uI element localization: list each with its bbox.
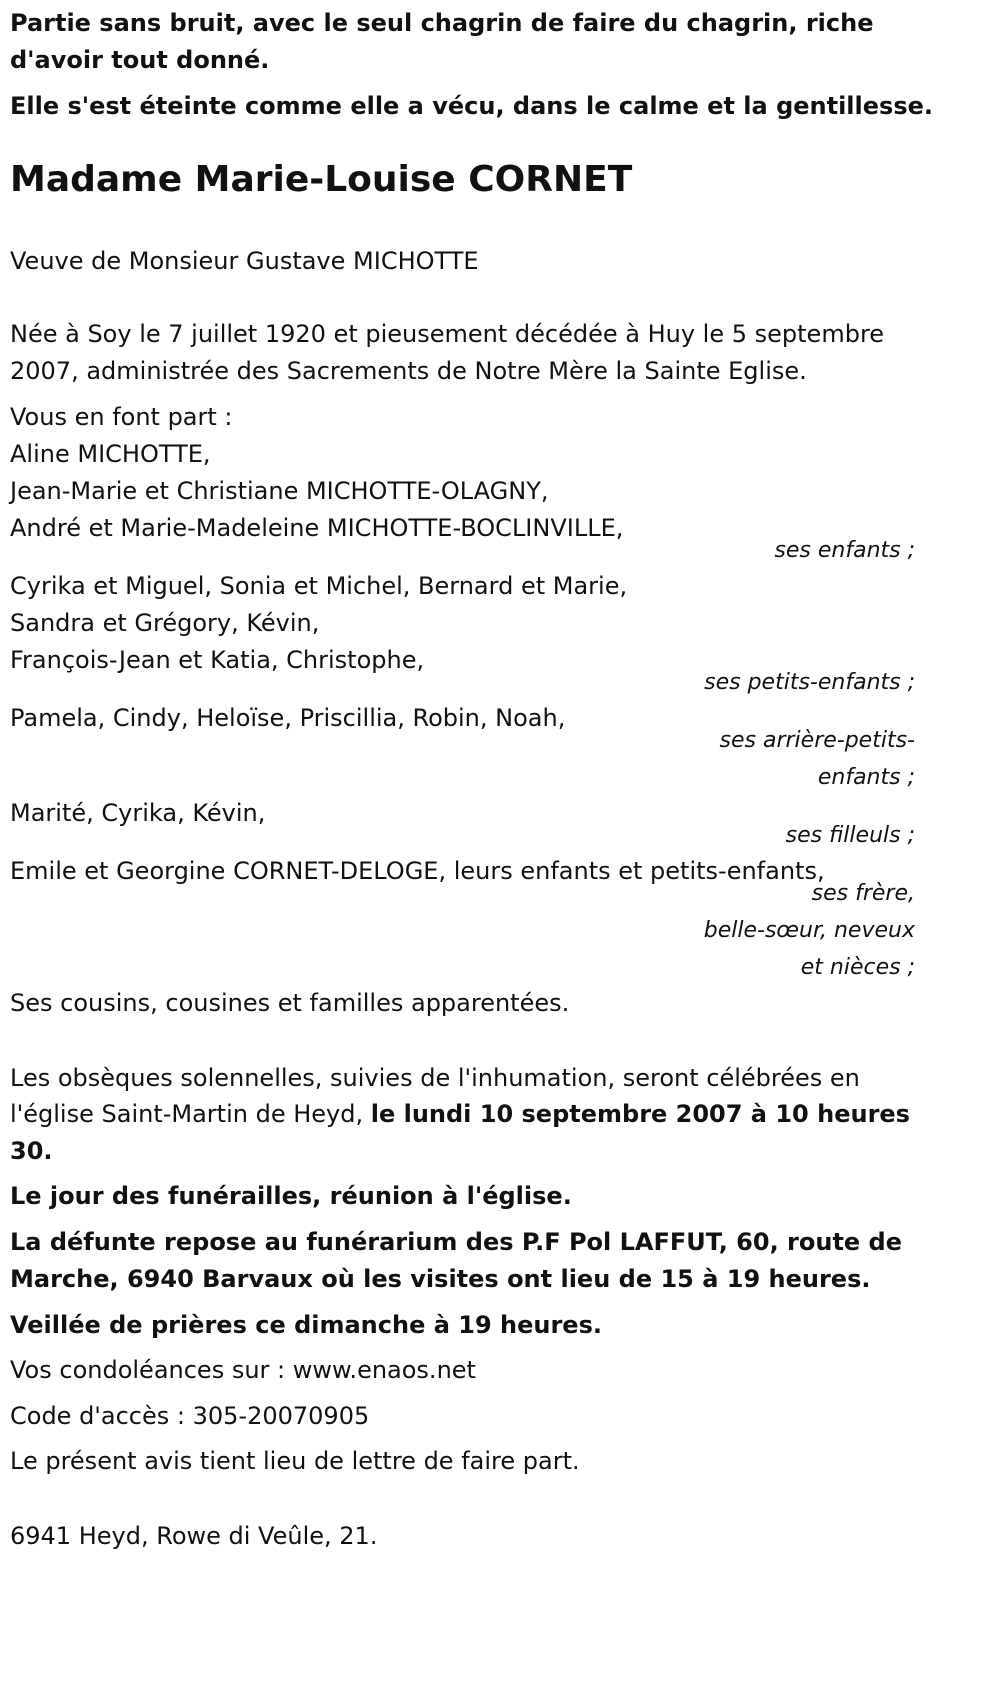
children-name: Aline MICHOTTE, bbox=[10, 440, 211, 468]
intro-line-1: Partie sans bruit, avec le seul chagrin de faire du chagrin, riche bbox=[10, 9, 874, 37]
funeral-line-3: 30. bbox=[10, 1137, 53, 1165]
notice-line: Le présent avis tient lieu de lettre de faire part. bbox=[10, 1447, 580, 1475]
deceased-name: Madame Marie-Louise CORNET bbox=[10, 159, 633, 200]
access-code-line: Code d'accès : 305-20070905 bbox=[10, 1402, 370, 1430]
funeral-place: l'église Saint-Martin de Heyd, bbox=[10, 1100, 371, 1128]
repose-line-1: La défunte repose au funérarium des P.F Pol LAFFUT, 60, route de bbox=[10, 1228, 903, 1256]
grandchildren-relation: ses petits-enfants ; bbox=[704, 670, 915, 695]
godchildren-names: Marité, Cyrika, Kévin, bbox=[10, 799, 266, 827]
cousins-line: Ses cousins, cousines et familles apparentées. bbox=[10, 989, 570, 1017]
vigil-line: Veillée de prières ce dimanche à 19 heures. bbox=[10, 1311, 602, 1339]
grandchildren-name: Cyrika et Miguel, Sonia et Michel, Bernard et Marie, bbox=[10, 572, 628, 600]
intro-line-3: Elle s'est éteinte comme elle a vécu, dans le calme et la gentillesse. bbox=[10, 92, 934, 120]
intro-line-2: d'avoir tout donné. bbox=[10, 46, 270, 74]
siblings-names: Emile et Georgine CORNET-DELOGE, leurs enfants et petits-enfants, bbox=[10, 857, 825, 885]
condolences-line: Vos condoléances sur : www.enaos.net bbox=[10, 1356, 476, 1384]
birth-death-line-1: Née à Soy le 7 juillet 1920 et pieusement décédée à Huy le 5 septembre bbox=[10, 320, 885, 348]
great-grandchildren-relation-line-2: enfants ; bbox=[817, 765, 915, 790]
great-grandchildren-relation-line-1: ses arrière-petits- bbox=[719, 728, 915, 753]
announce-line: Vous en font part : bbox=[10, 403, 233, 431]
children-name: André et Marie-Madeleine MICHOTTE-BOCLINVILLE, bbox=[10, 514, 624, 542]
siblings-relation-line-1: ses frère, bbox=[811, 881, 915, 906]
godchildren-relation: ses filleuls ; bbox=[785, 823, 915, 848]
address-line: 6941 Heyd, Rowe di Veûle, 21. bbox=[10, 1522, 378, 1550]
children-name: Jean-Marie et Christiane MICHOTTE-OLAGNY, bbox=[10, 477, 549, 505]
grandchildren-name: Sandra et Grégory, Kévin, bbox=[10, 609, 320, 637]
siblings-relation-line-3: et nièces ; bbox=[800, 955, 915, 980]
grandchildren-name: François-Jean et Katia, Christophe, bbox=[10, 646, 425, 674]
spouse-line: Veuve de Monsieur Gustave MICHOTTE bbox=[10, 247, 479, 275]
children-relation: ses enfants ; bbox=[774, 538, 915, 563]
repose-line-2: Marche, 6940 Barvaux où les visites ont lieu de 15 à 19 heures. bbox=[10, 1265, 871, 1293]
funeral-date: le lundi 10 septembre 2007 à 10 heures bbox=[370, 1100, 910, 1128]
great-grandchildren-names: Pamela, Cindy, Heloïse, Priscillia, Robin, Noah, bbox=[10, 704, 566, 732]
siblings-relation-line-2: belle-sœur, neveux bbox=[703, 918, 915, 943]
funeral-line-2 bbox=[10, 1096, 910, 1133]
birth-death-line-2: 2007, administrée des Sacrements de Notre Mère la Sainte Eglise. bbox=[10, 357, 807, 385]
meeting-line: Le jour des funérailles, réunion à l'église. bbox=[10, 1182, 572, 1210]
funeral-line-1: Les obsèques solennelles, suivies de l'inhumation, seront célébrées en bbox=[10, 1064, 860, 1092]
